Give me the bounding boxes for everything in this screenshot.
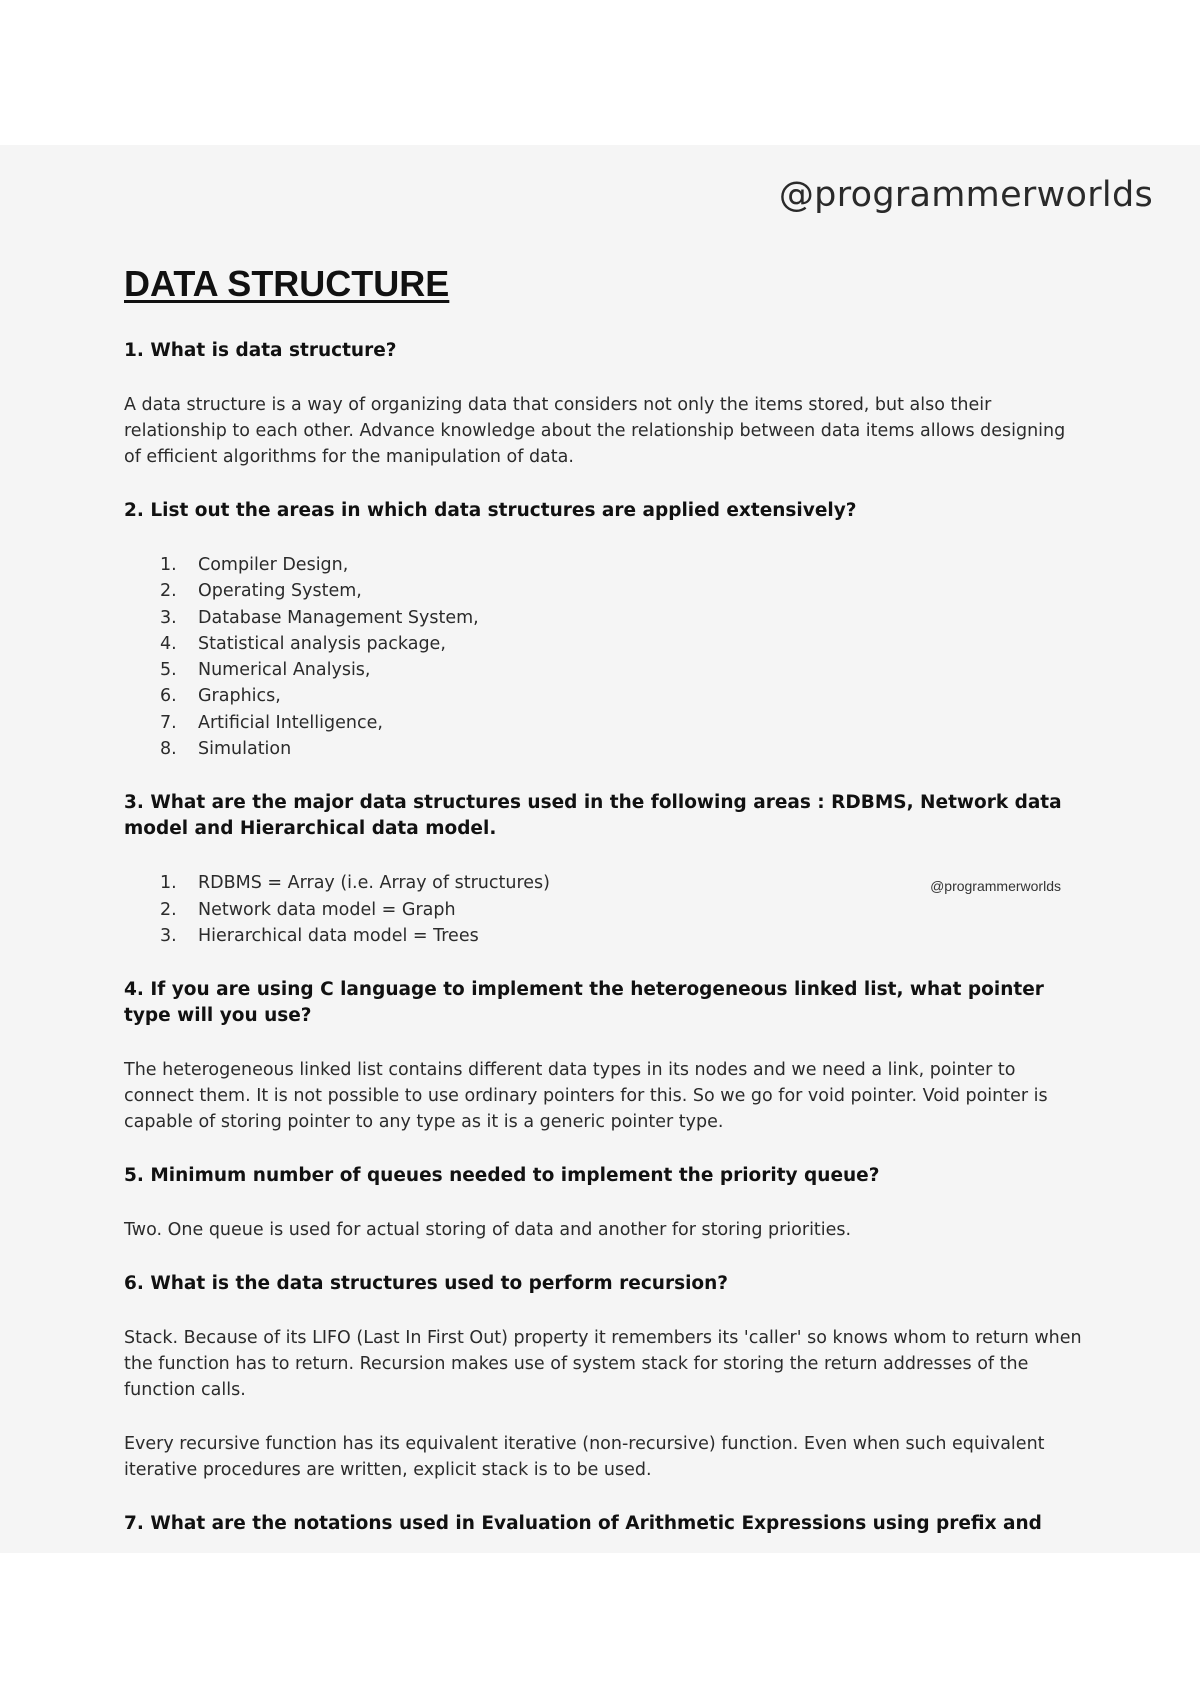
list-item: 7. Artificial Intelligence, bbox=[160, 712, 383, 733]
list-item: 2. Operating System, bbox=[160, 581, 362, 602]
list-item: 4. Statistical analysis package, bbox=[160, 633, 446, 654]
document-page bbox=[0, 145, 1200, 1553]
question-7: 7. What are the notations used in Evaluation of Arithmetic Expressions using prefix and bbox=[124, 1513, 1042, 1535]
page-title: DATA STRUCTURE bbox=[124, 263, 450, 304]
list-item: 2. Network data model = Graph bbox=[160, 899, 456, 920]
list-item: 3. Database Management System, bbox=[160, 607, 479, 628]
list-item: 1. Compiler Design, bbox=[160, 555, 349, 575]
list-item: 3. Hierarchical data model = Trees bbox=[160, 925, 479, 946]
answer-6-part-2: Every recursive function has its equivalent iterative (non-recursive) function. Even when such equivalent iterative procedures are written, explicit stack is to be used. bbox=[124, 1434, 1045, 1481]
application-areas-list bbox=[124, 552, 1084, 762]
list-item: 6. Graphics, bbox=[160, 686, 281, 707]
answer-4: The heterogeneous linked list contains different data types in its nodes and we need a link, pointer to connect them. It is not possible to use ordinary pointers for this. So we go for void pointer. Void pointer is capable of storing pointer to any type as it is a generic pointer type. bbox=[124, 1060, 1048, 1133]
question-2: 2. List out the areas in which data structures are applied extensively? bbox=[124, 500, 857, 521]
document-content bbox=[124, 338, 1084, 1537]
small-watermark: @programmerworlds bbox=[930, 878, 1061, 895]
question-6: 6. What is the data structures used to perform recursion? bbox=[124, 1273, 729, 1295]
list-item: 1. RDBMS = Array (i.e. Array of structures) bbox=[160, 873, 550, 894]
list-item: 8. Simulation bbox=[160, 739, 292, 760]
answer-6-part-1: Stack. Because of its LIFO (Last In First Out) property it remembers its 'caller' so knows whom to return when the function has to return. Recursion makes use of system stack for storing the return addresses of the function calls. bbox=[124, 1328, 1082, 1401]
question-4: 4. If you are using C language to implement the heterogeneous linked list, what pointer type will you use? bbox=[124, 979, 1044, 1027]
answer-5: Two. One queue is used for actual storing of data and another for storing priorities. bbox=[124, 1220, 852, 1241]
question-5: 5. Minimum number of queues needed to implement the priority queue? bbox=[124, 1165, 880, 1187]
answer-1: A data structure is a way of organizing data that considers not only the items stored, but also their relationship to each other. Advance knowledge about the relationship between data items allows designing of efficient algorithms for the manipulation of data. bbox=[124, 395, 1066, 467]
list-item: 5. Numerical Analysis, bbox=[160, 660, 371, 681]
question-3: 3. What are the major data structures used in the following areas : RDBMS, Network data model and Hierarchical data model. bbox=[124, 792, 1062, 840]
question-1: 1. What is data structure? bbox=[124, 340, 397, 361]
watermark-handle: @programmerworlds bbox=[778, 175, 1153, 215]
